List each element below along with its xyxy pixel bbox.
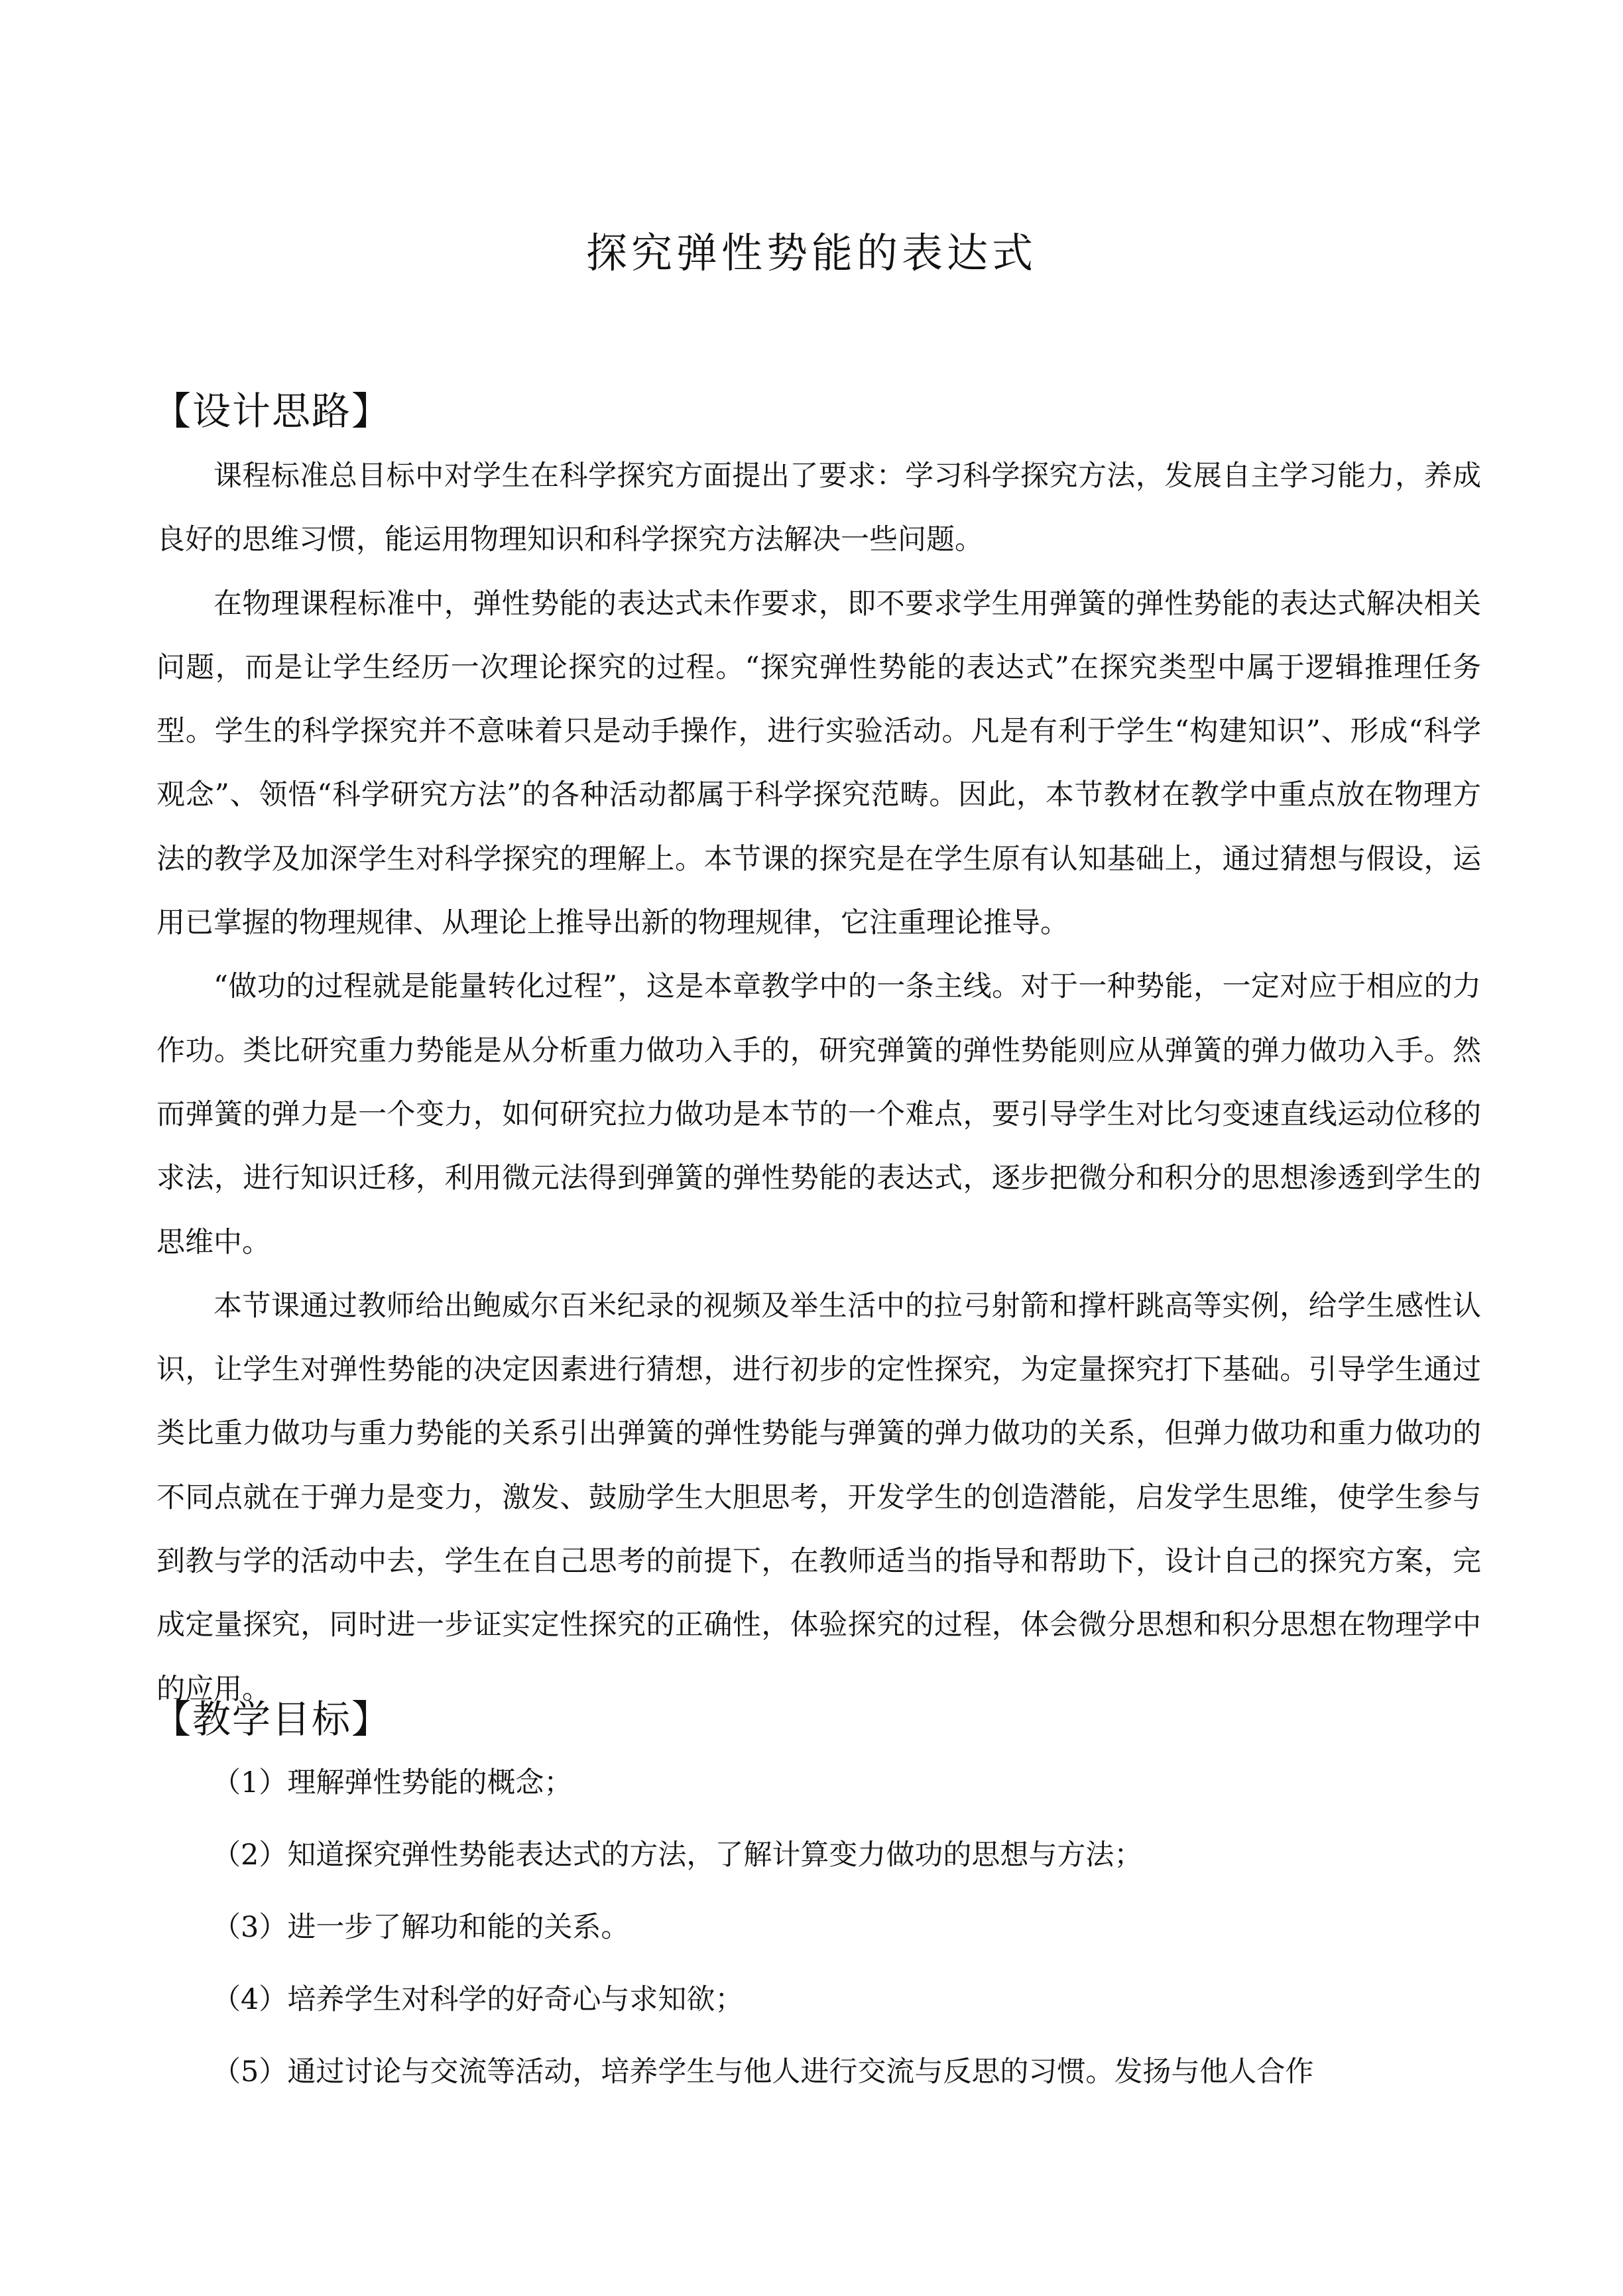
paragraph: “做功的过程就是能量转化过程”，这是本章教学中的一条主线。对于一种势能，一定对应于相应的力作功。类比研究重力势能是从分析重力做功入手的，研究弹簧的弹性势能则应从弹簧的弹力做功入手。然而弹簧的弹力是一个变力，如何研究拉力做功是本节的一个难点，要引导学生对比匀变速直线运动位移的求法，进行知识迁移，利用微元法得到弹簧的弹性势能的表达式，逐步把微分和积分的思想渗透到学生的思维中。 bbox=[156, 970, 1481, 1259]
document-title: 探究弹性势能的表达式 bbox=[585, 228, 1037, 277]
section-heading-design-idea: 【设计思路】 bbox=[152, 389, 392, 434]
list-item: （3）进一步了解功和能的关系。 bbox=[212, 1911, 630, 1944]
list-item: （2）知道探究弹性势能表达式的方法，了解计算变力做功的思想与方法； bbox=[212, 1839, 1143, 1872]
list-item: （5）通过讨论与交流等活动，培养学生与他人进行交流与反思的习惯。发扬与他人合作 bbox=[212, 2055, 1314, 2088]
paragraph: 在物理课程标准中，弹性势能的表达式未作要求，即不要求学生用弹簧的弹性势能的表达式解决相关问题，而是让学生经历一次理论探究的过程。“探究弹性势能的表达式”在探究类型中属于逻辑推理任务型。学生的科学探究并不意味着只是动手操作，进行实验活动。凡是有利于学生“构建知识”、形成“科学观念”、领悟“科学研究方法”的各种活动都属于科学探究范畴。因此，本节教材在教学中重点放在物理方法的教学及加深学生对科学探究的理解上。本节课的探究是在学生原有认知基础上，通过猜想与假设，运用已掌握的物理规律、从理论上推导出新的物理规律，它注重理论推导。 bbox=[156, 587, 1481, 940]
paragraph: 本节课通过教师给出鲍威尔百米纪录的视频及举生活中的拉弓射箭和撑杆跳高等实例，给学生感性认识，让学生对弹性势能的决定因素进行猜想，进行初步的定性探究，为定量探究打下基础。引导学生通过类比重力做功与重力势能的关系引出弹簧的弹性势能与弹簧的弹力做功的关系，但弹力做功和重力做功的不同点就在于弹力是变力，激发、鼓励学生大胆思考，开发学生的创造潜能，启发学生思维，使学生参与到教与学的活动中去，学生在自己思考的前提下，在教师适当的指导和帮助下，设计自己的探究方案，完成定量探究，同时进一步证实定性探究的正确性，体验探究的过程，体会微分思想和积分思想在物理学中的应用。 bbox=[156, 1289, 1481, 1706]
paragraph: 课程标准总目标中对学生在科学探究方面提出了要求：学习科学探究方法，发展自主学习能力，养成良好的思维习惯，能运用物理知识和科学探究方法解决一些问题。 bbox=[156, 459, 1481, 557]
section-heading-teaching-objectives: 【教学目标】 bbox=[152, 1697, 392, 1742]
list-item: （4）培养学生对科学的好奇心与求知欲； bbox=[212, 1983, 744, 2016]
list-item: （1）理解弹性势能的概念； bbox=[212, 1766, 573, 1799]
design-idea-body bbox=[156, 444, 1481, 1721]
